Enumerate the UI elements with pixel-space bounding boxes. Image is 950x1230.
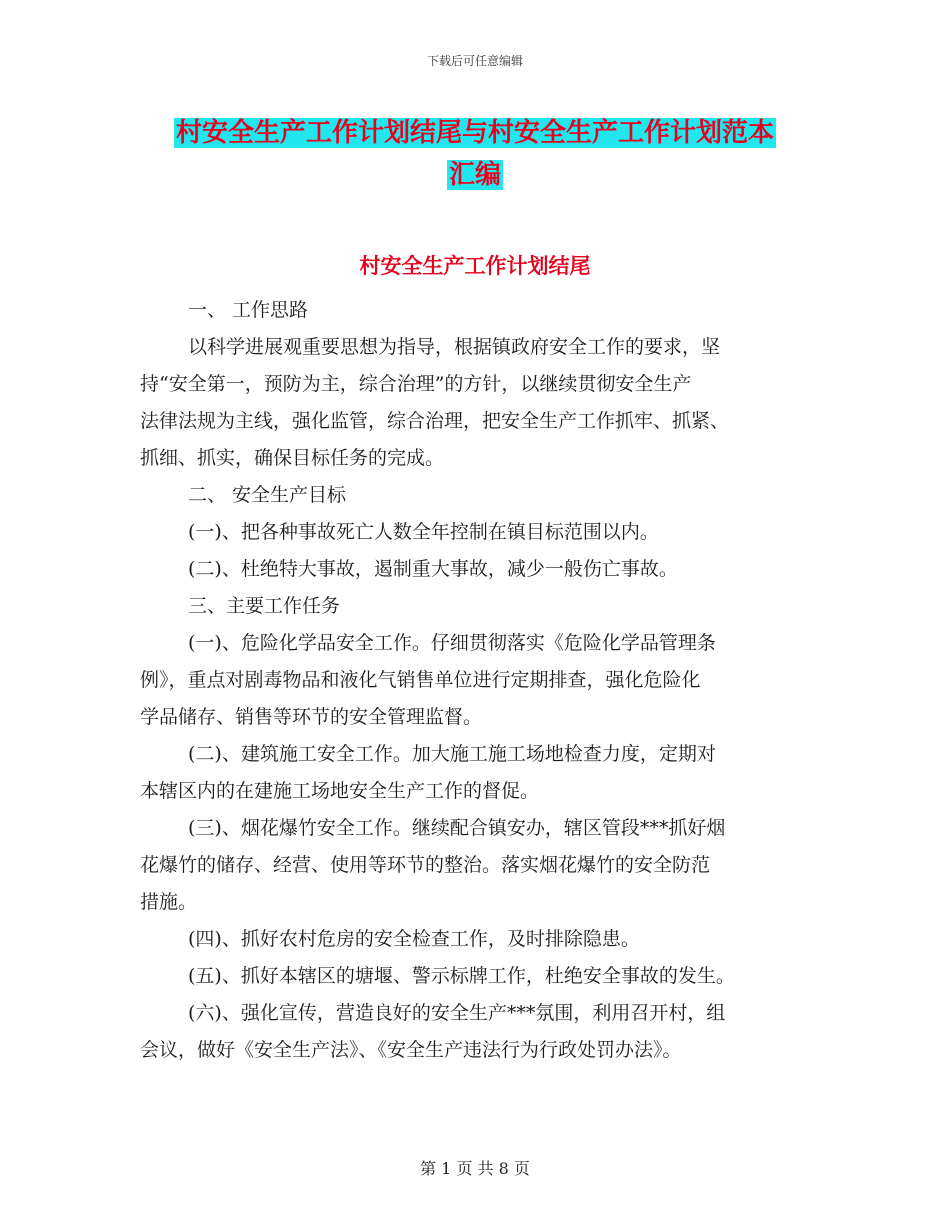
section-title: 村安全生产工作计划结尾 [359,254,591,278]
document-title-line-1: 村安全生产工作计划结尾与村安全生产工作计划范本 [175,118,774,148]
paragraph-line: (二)、建筑施工安全工作。加大施工施工场地检查力度，定期对 [188,743,716,765]
heading-safety-goals: 二、 安全生产目标 [188,484,347,506]
paragraph-line: 措施。 [140,891,198,913]
paragraph-line: (六)、强化宣传，营造良好的安全生产***氛围，利用召开村，组 [188,1002,726,1024]
paragraph-line: 花爆竹的储存、经营、使用等环节的整治。落实烟花爆竹的安全防范 [140,854,711,876]
document-title-line-2: 汇编 [448,160,501,190]
paragraph-line: (一)、危险化学品安全工作。仔细贯彻落实《危险化学品管理条 [188,632,716,654]
paragraph-line: 会议，做好《安全生产法》、《安全生产违法行为行政处罚办法》。 [140,1039,682,1061]
heading-work-approach: 一、 工作思路 [188,299,309,321]
page-header: 下载后可任意编辑 [426,54,523,68]
paragraph-line: 以科学进展观重要思想为指导，根据镇政府安全工作的要求，坚 [188,336,721,358]
paragraph-line: 法律法规为主线，强化监管，综合治理，把安全生产工作抓牢、抓紧、 [140,410,730,432]
paragraph-line: 例》，重点对剧毒物品和液化气销售单位进行定期排查，强化危险化 [140,669,701,691]
paragraph-line: (二)、杜绝特大事故，遏制重大事故，减少一般伤亡事故。 [188,558,678,580]
paragraph-line: 学品储存、销售等环节的安全管理监督。 [140,706,483,728]
heading-main-tasks: 三、主要工作任务 [188,595,341,617]
paragraph-line: 本辖区内的在建施工场地安全生产工作的督促。 [140,780,540,802]
paragraph-line: (五)、抓好本辖区的塘堰、警示标牌工作，杜绝安全事故的发生。 [188,965,735,987]
page-footer: 第 1 页 共 8 页 [420,1159,530,1178]
paragraph-line: (三)、烟花爆竹安全工作。继续配合镇安办，辖区管段***抓好烟 [188,817,726,839]
paragraph-line: (一)、把各种事故死亡人数全年控制在镇目标范围以内。 [188,521,659,543]
paragraph-line: 持“安全第一，预防为主，综合治理”的方针，以继续贯彻安全生产 [140,373,692,395]
paragraph-line: (四)、抓好农村危房的安全检查工作，及时排除隐患。 [188,928,640,950]
paragraph-line: 抓细、抓实，确保目标任务的完成。 [140,447,445,469]
